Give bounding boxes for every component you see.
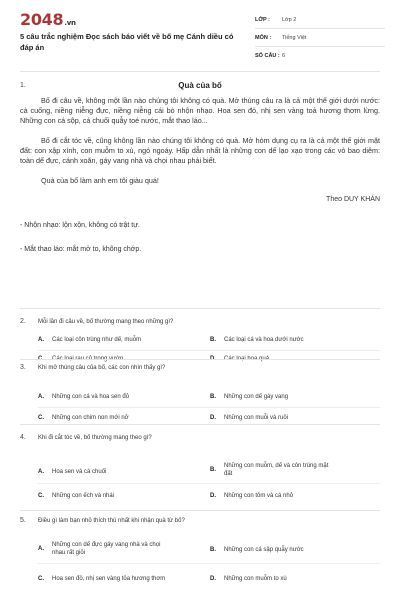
option-text: Những con muỗi và ruồi (224, 415, 289, 421)
option-divider (38, 407, 380, 408)
story-paragraph: Bố đi cắt tóc về, cũng không lần nào chúng tôi không có quà. Mở hòm dụng cụ ra là cả một thế giới mặt đất: con xập xính, con muỗm to xù, ngó ngoáy. Hấp dẫn nhất là những con dế lạo xạo trong các vỏ bao diêm: toàn dế đực, cánh xoăn, gáy vang nhà và chọi nhau phải biết. (20, 136, 380, 165)
story-paragraph: Bố đi câu về, không một lần nào chúng tôi không có quà. Mở thúng câu ra là cả một thế giới dưới nước: cà cuống, niềng niễng đực, niềng niễng cái bò nhộn nhạo. Hoa sen đỏ, nhị sen vàng toả hương thơm lừng. Những con cá sộp, cá chuối quẫy toé nước, mắt thao láo... (20, 96, 380, 125)
option-c[interactable]: C. Những con ếch và nhái (38, 493, 115, 499)
question-number: 1. (20, 82, 26, 89)
question-number: 3. (20, 364, 26, 371)
option-divider (38, 563, 380, 564)
option-text: Các loại cá và hoa dưới nước (224, 337, 304, 343)
option-text: Hoa sen và cá chuối (52, 469, 107, 475)
option-a[interactable]: A. Các loại côn trùng như dế, muỗm (38, 337, 142, 343)
option-text: Những con muỗm to xù (224, 576, 287, 582)
option-text: Những con tôm và cá nhỏ (224, 493, 294, 499)
story-author: Theo DUY KHÁN (326, 196, 380, 203)
site-logo[interactable]: 2048.vn (20, 10, 76, 29)
option-divider (38, 483, 380, 484)
meta-row-subject (255, 29, 385, 47)
question-number: 4. (20, 434, 26, 441)
option-c[interactable]: C. Những con chim non mới nở (38, 415, 129, 421)
document-title: 5 câu trắc nghiệm Đọc sách báo viết về bố mẹ Cánh diều có đáp án (20, 32, 234, 52)
divider (20, 308, 380, 309)
meta-key: MÔN : (255, 34, 272, 41)
question-3 (20, 364, 380, 422)
option-d[interactable]: D. Những con tôm và cá nhỏ (210, 493, 294, 499)
option-a[interactable]: A. Những con cá và hoa sen đỏ (38, 394, 130, 400)
option-text: Hoa sen đỏ, nhị sen vàng tỏa hương thơm (52, 576, 166, 582)
option-b[interactable]: B. Những con cá sập quẫy nước (210, 547, 304, 553)
story-passage (20, 96, 380, 269)
option-a[interactable]: A. Hoa sen và cá chuối (38, 469, 107, 475)
option-b[interactable]: B. Những con muỗm, dế và côn trùng mặt đất (210, 462, 380, 478)
divider (20, 510, 380, 511)
meta-row-class (255, 11, 385, 29)
divider (20, 424, 380, 425)
vocabulary-note: - Mắt thao láo: mắt mở to, không chớp. (20, 246, 142, 253)
option-b[interactable]: B. Các loại cá và hoa dưới nước (210, 337, 304, 343)
option-d[interactable]: D. Những con muỗm to xù (210, 576, 287, 582)
option-b[interactable]: B. Những con dế gáy vang (210, 394, 289, 400)
option-text: Những con cá và hoa sen đỏ (52, 394, 130, 400)
options (38, 535, 380, 595)
question-1 (20, 79, 380, 90)
question-4 (20, 434, 380, 502)
question-number: 2. (20, 318, 26, 325)
meta-value: 6 (282, 53, 286, 59)
question-text: Điều gì làm bạn nhỏ thích thú nhất khi nhận quà từ bố? (38, 518, 185, 524)
question-text: Khi mở thúng câu của bố, các con nhìn thấy gì? (38, 365, 166, 371)
option-divider (38, 350, 380, 351)
options (38, 382, 380, 422)
option-text: Những con dế gáy vang (224, 394, 289, 400)
option-text: Những con muỗm, dế và côn trùng mặt đất (224, 463, 329, 477)
vocabulary-note: - Nhộn nhạo: lộn xộn, không có trật tự. (20, 222, 140, 229)
question-text: Khi đi cắt tóc về, bố thường mang theo gì? (38, 435, 152, 441)
meta-value: Lớp 2 (282, 16, 297, 23)
header (0, 0, 400, 70)
option-text: Những con dế đực gáy vang nhà và chọi nhau rất giỏi (52, 542, 161, 556)
option-text: Các loại côn trùng như dế, muỗm (52, 337, 142, 343)
option-d[interactable]: D. Những con muỗi và ruồi (210, 415, 289, 421)
meta-key: SỐ CÂU : (255, 53, 280, 59)
meta-table (255, 11, 385, 65)
meta-key: LỚP : (255, 16, 270, 23)
option-c[interactable]: C. Hoa sen đỏ, nhị sen vàng tỏa hương thơm (38, 576, 166, 582)
divider (20, 359, 380, 360)
story-title: Quà của bố (178, 81, 222, 90)
option-text: Những con cá sập quẫy nước (224, 547, 304, 553)
option-text: Những con chim non mới nở (52, 415, 129, 421)
option-text: Những con ếch và nhái (52, 493, 115, 499)
story-paragraph: Quà của bố làm anh em tôi giàu quá! (41, 176, 159, 185)
meta-row-count (255, 47, 385, 65)
divider (20, 71, 380, 72)
question-number: 5. (20, 517, 26, 524)
meta-value: Tiếng Việt (282, 34, 307, 41)
question-5 (20, 517, 380, 595)
option-a[interactable]: A. Những con dế đực gáy vang nhà và chọi nhau rất giỏi (38, 541, 208, 557)
options (38, 452, 380, 502)
question-text: Mỗi lần đi câu về, bố thường mang theo những gì? (38, 319, 174, 325)
